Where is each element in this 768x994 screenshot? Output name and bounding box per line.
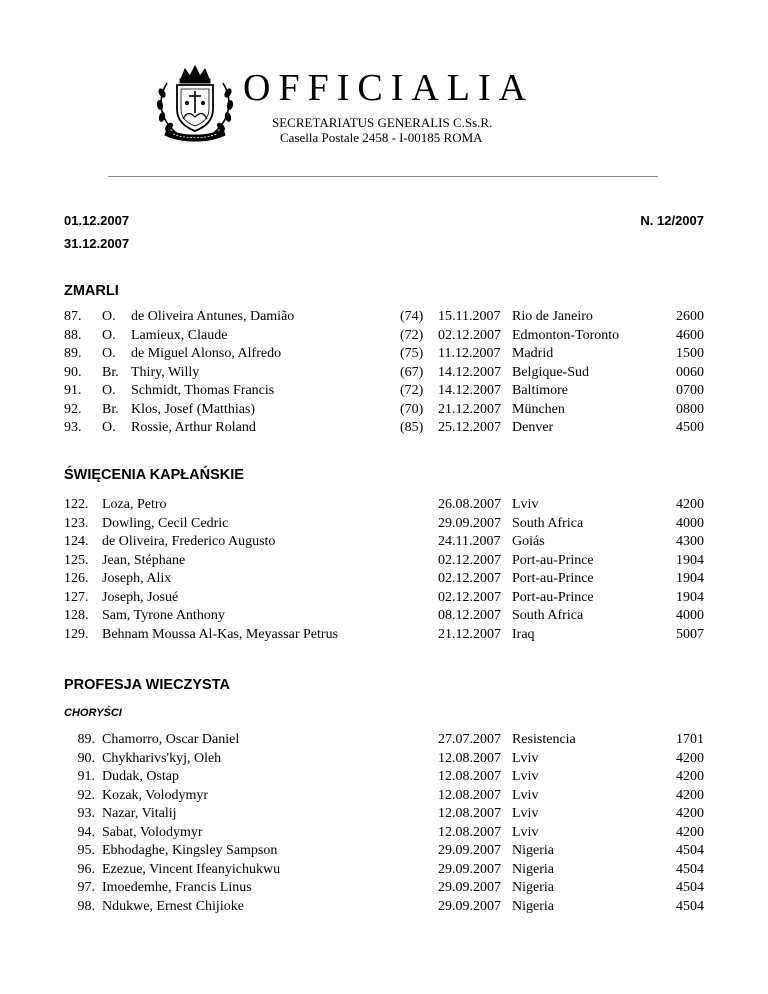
person-name: Thiry, Willy — [131, 364, 200, 380]
person-name: Dowling, Cecil Cedric — [102, 515, 229, 531]
person-name: Dudak, Ostap — [102, 769, 179, 784]
person-name: Nazar, Vitalij — [102, 806, 177, 821]
province-code: 4504 — [676, 880, 704, 895]
person-name: de Oliveira Antunes, Damião — [131, 309, 295, 324]
person-name: Ebhodaghe, Kingsley Sampson — [102, 843, 278, 858]
list-item — [0, 345, 768, 364]
province-name: South Africa — [512, 515, 584, 531]
entry-number: 97. — [77, 880, 95, 895]
list-item — [0, 768, 768, 787]
ordinations-list — [0, 496, 768, 644]
list-item — [0, 552, 768, 571]
list-item — [0, 750, 768, 769]
province-code: 0700 — [676, 383, 704, 398]
issue-number: N. 12/2007 — [640, 213, 704, 228]
province-name: Baltimore — [512, 383, 568, 398]
province-name: Resistencia — [512, 732, 576, 747]
list-item — [0, 533, 768, 552]
event-date: 14.12.2007 — [438, 383, 501, 398]
event-date: 29.09.2007 — [438, 880, 501, 895]
province-code: 0060 — [676, 364, 704, 380]
province-code: 4200 — [676, 750, 704, 766]
entry-number: 90. — [64, 364, 82, 380]
province-name: Edmonton-Toronto — [512, 327, 620, 343]
age-at-death: (72) — [400, 383, 424, 398]
province-code: 4200 — [676, 824, 704, 840]
entry-number: 98. — [77, 898, 95, 914]
entry-number: 129. — [64, 626, 89, 642]
list-item — [0, 879, 768, 898]
person-name: Sam, Tyrone Anthony — [102, 608, 225, 623]
person-name: Klos, Josef (Matthias) — [131, 401, 256, 417]
list-item — [0, 401, 768, 420]
person-name: Joseph, Alix — [102, 571, 172, 586]
person-name: Joseph, Josué — [102, 589, 179, 605]
event-date: 29.09.2007 — [438, 898, 501, 914]
person-name: Jean, Stéphane — [102, 552, 186, 568]
publication-title: OFFICIALIA — [243, 67, 535, 109]
event-date: 21.12.2007 — [438, 626, 501, 642]
list-item — [0, 308, 768, 327]
event-date: 15.11.2007 — [438, 309, 501, 324]
province-code: 1904 — [676, 571, 704, 586]
entry-number: 96. — [77, 861, 95, 877]
province-code: 1904 — [676, 552, 704, 568]
province-code: 4000 — [676, 515, 704, 531]
province-code: 4504 — [676, 861, 704, 877]
entry-number: 128. — [64, 608, 89, 623]
event-date: 02.12.2007 — [438, 571, 501, 586]
entry-number: 88. — [64, 327, 82, 343]
event-date: 27.07.2007 — [438, 732, 501, 747]
person-name: Behnam Moussa Al-Kas, Meyassar Petrus — [102, 626, 339, 642]
province-code: 4200 — [676, 497, 704, 512]
section-title-ordinations: ŚWIĘCENIA KAPŁAŃSKIE — [64, 467, 244, 483]
province-name: Port-au-Prince — [512, 589, 594, 605]
section-subtitle-choristers: CHORYŚCI — [64, 707, 122, 719]
entry-number: 89. — [64, 346, 82, 361]
event-date: 14.12.2007 — [438, 364, 501, 380]
list-item — [0, 515, 768, 534]
province-name: Rio de Janeiro — [512, 309, 593, 324]
period-start-date: 01.12.2007 — [64, 213, 130, 228]
entry-number: 92. — [64, 401, 82, 417]
province-code: 1904 — [676, 589, 704, 605]
entry-number: 122. — [64, 497, 89, 512]
entry-number: 94. — [77, 824, 95, 840]
religious-title: O. — [102, 420, 116, 435]
publisher-name: SECRETARIATUS GENERALIS C.Ss.R. — [272, 115, 493, 130]
province-code: 2600 — [676, 309, 704, 324]
age-at-death: (70) — [400, 401, 424, 417]
period-end-date: 31.12.2007 — [64, 236, 130, 251]
age-at-death: (67) — [400, 364, 424, 380]
province-name: Goiás — [512, 534, 545, 549]
entry-number: 89. — [77, 732, 95, 747]
person-name: Imoedemhe, Francis Linus — [102, 880, 252, 895]
event-date: 12.08.2007 — [438, 769, 501, 784]
list-item — [0, 382, 768, 401]
province-code: 4000 — [676, 608, 704, 623]
province-name: Denver — [512, 420, 554, 435]
entry-number: 124. — [64, 534, 89, 549]
person-name: Sabat, Volodymyr — [102, 824, 203, 840]
entry-number: 91. — [77, 769, 95, 784]
list-item — [0, 496, 768, 515]
age-at-death: (72) — [400, 327, 424, 343]
event-date: 08.12.2007 — [438, 608, 501, 623]
person-name: Ndukwe, Ernest Chijioke — [102, 898, 244, 914]
list-item — [0, 787, 768, 806]
province-name: Lviv — [512, 497, 539, 512]
list-item — [0, 327, 768, 346]
list-item — [0, 898, 768, 917]
entry-number: 91. — [64, 383, 82, 398]
province-name: Nigeria — [512, 898, 554, 914]
event-date: 12.08.2007 — [438, 824, 501, 840]
province-code: 4200 — [676, 806, 704, 821]
province-code: 4300 — [676, 534, 704, 549]
list-item — [0, 824, 768, 843]
event-date: 29.09.2007 — [438, 843, 501, 858]
person-name: Loza, Petro — [102, 497, 167, 512]
event-date: 12.08.2007 — [438, 787, 501, 803]
province-name: München — [512, 401, 565, 417]
entry-number: 87. — [64, 309, 82, 324]
province-code: 5007 — [676, 626, 704, 642]
age-at-death: (74) — [400, 309, 424, 324]
province-code: 1500 — [676, 346, 704, 361]
province-name: Madrid — [512, 346, 554, 361]
province-name: Lviv — [512, 824, 539, 840]
section-title-perpetual-profession: PROFESJA WIECZYSTA — [64, 677, 230, 693]
entry-number: 125. — [64, 552, 89, 568]
province-name: Nigeria — [512, 880, 554, 895]
province-code: 1701 — [676, 732, 704, 747]
entry-number: 92. — [77, 787, 95, 803]
religious-title: O. — [102, 346, 116, 361]
province-name: Lviv — [512, 769, 539, 784]
event-date: 29.09.2007 — [438, 515, 501, 531]
person-name: Chykharivs'kyj, Oleh — [102, 750, 222, 766]
event-date: 02.12.2007 — [438, 589, 501, 605]
province-code: 4500 — [676, 420, 704, 435]
person-name: Rossie, Arthur Roland — [131, 420, 256, 435]
entry-number: 126. — [64, 571, 89, 586]
religious-title: Br. — [102, 401, 119, 417]
list-item — [0, 589, 768, 608]
entry-number: 93. — [64, 420, 82, 435]
province-name: Port-au-Prince — [512, 552, 594, 568]
event-date: 12.08.2007 — [438, 806, 501, 821]
person-name: Chamorro, Oscar Daniel — [102, 732, 240, 747]
section-title-deceased: ZMARLI — [64, 283, 119, 299]
event-date: 24.11.2007 — [438, 534, 501, 549]
province-name: South Africa — [512, 608, 584, 623]
header-divider — [108, 176, 658, 177]
redemptorist-seal-icon — [153, 63, 237, 143]
province-name: Nigeria — [512, 843, 554, 858]
event-date: 29.09.2007 — [438, 861, 501, 877]
entry-number: 90. — [77, 750, 95, 766]
perpetual-profession-list — [0, 731, 768, 916]
person-name: Lamieux, Claude — [131, 327, 228, 343]
province-code: 4600 — [676, 327, 704, 343]
event-date: 21.12.2007 — [438, 401, 501, 417]
province-code: 4504 — [676, 843, 704, 858]
province-code: 4200 — [676, 787, 704, 803]
list-item — [0, 805, 768, 824]
province-code: 0800 — [676, 401, 704, 417]
person-name: de Oliveira, Frederico Augusto — [102, 534, 276, 549]
province-code: 4200 — [676, 769, 704, 784]
province-name: Lviv — [512, 806, 539, 821]
province-code: 4504 — [676, 898, 704, 914]
event-date: 02.12.2007 — [438, 552, 501, 568]
event-date: 26.08.2007 — [438, 497, 501, 512]
province-name: Nigeria — [512, 861, 554, 877]
province-name: Lviv — [512, 787, 539, 803]
person-name: de Miguel Alonso, Alfredo — [131, 346, 282, 361]
list-item — [0, 861, 768, 880]
event-date: 11.12.2007 — [438, 346, 501, 361]
province-name: Belgique-Sud — [512, 364, 589, 380]
list-item — [0, 607, 768, 626]
province-name: Lviv — [512, 750, 539, 766]
list-item — [0, 731, 768, 750]
deceased-list — [0, 308, 768, 438]
entry-number: 127. — [64, 589, 89, 605]
list-item — [0, 842, 768, 861]
event-date: 25.12.2007 — [438, 420, 501, 435]
age-at-death: (85) — [400, 420, 424, 435]
event-date: 12.08.2007 — [438, 750, 501, 766]
list-item — [0, 419, 768, 438]
list-item — [0, 364, 768, 383]
person-name: Ezezue, Vincent Ifeanyichukwu — [102, 861, 281, 877]
entry-number: 93. — [77, 806, 95, 821]
religious-title: O. — [102, 327, 116, 343]
religious-title: O. — [102, 383, 116, 398]
person-name: Kozak, Volodymyr — [102, 787, 209, 803]
religious-title: Br. — [102, 364, 119, 380]
list-item — [0, 626, 768, 645]
entry-number: 95. — [77, 843, 95, 858]
publisher-address: Casella Postale 2458 - I-00185 ROMA — [280, 130, 483, 145]
province-name: Iraq — [512, 626, 535, 642]
province-name: Port-au-Prince — [512, 571, 594, 586]
entry-number: 123. — [64, 515, 89, 531]
religious-title: O. — [102, 309, 116, 324]
event-date: 02.12.2007 — [438, 327, 501, 343]
age-at-death: (75) — [400, 346, 424, 361]
person-name: Schmidt, Thomas Francis — [131, 383, 275, 398]
list-item — [0, 570, 768, 589]
